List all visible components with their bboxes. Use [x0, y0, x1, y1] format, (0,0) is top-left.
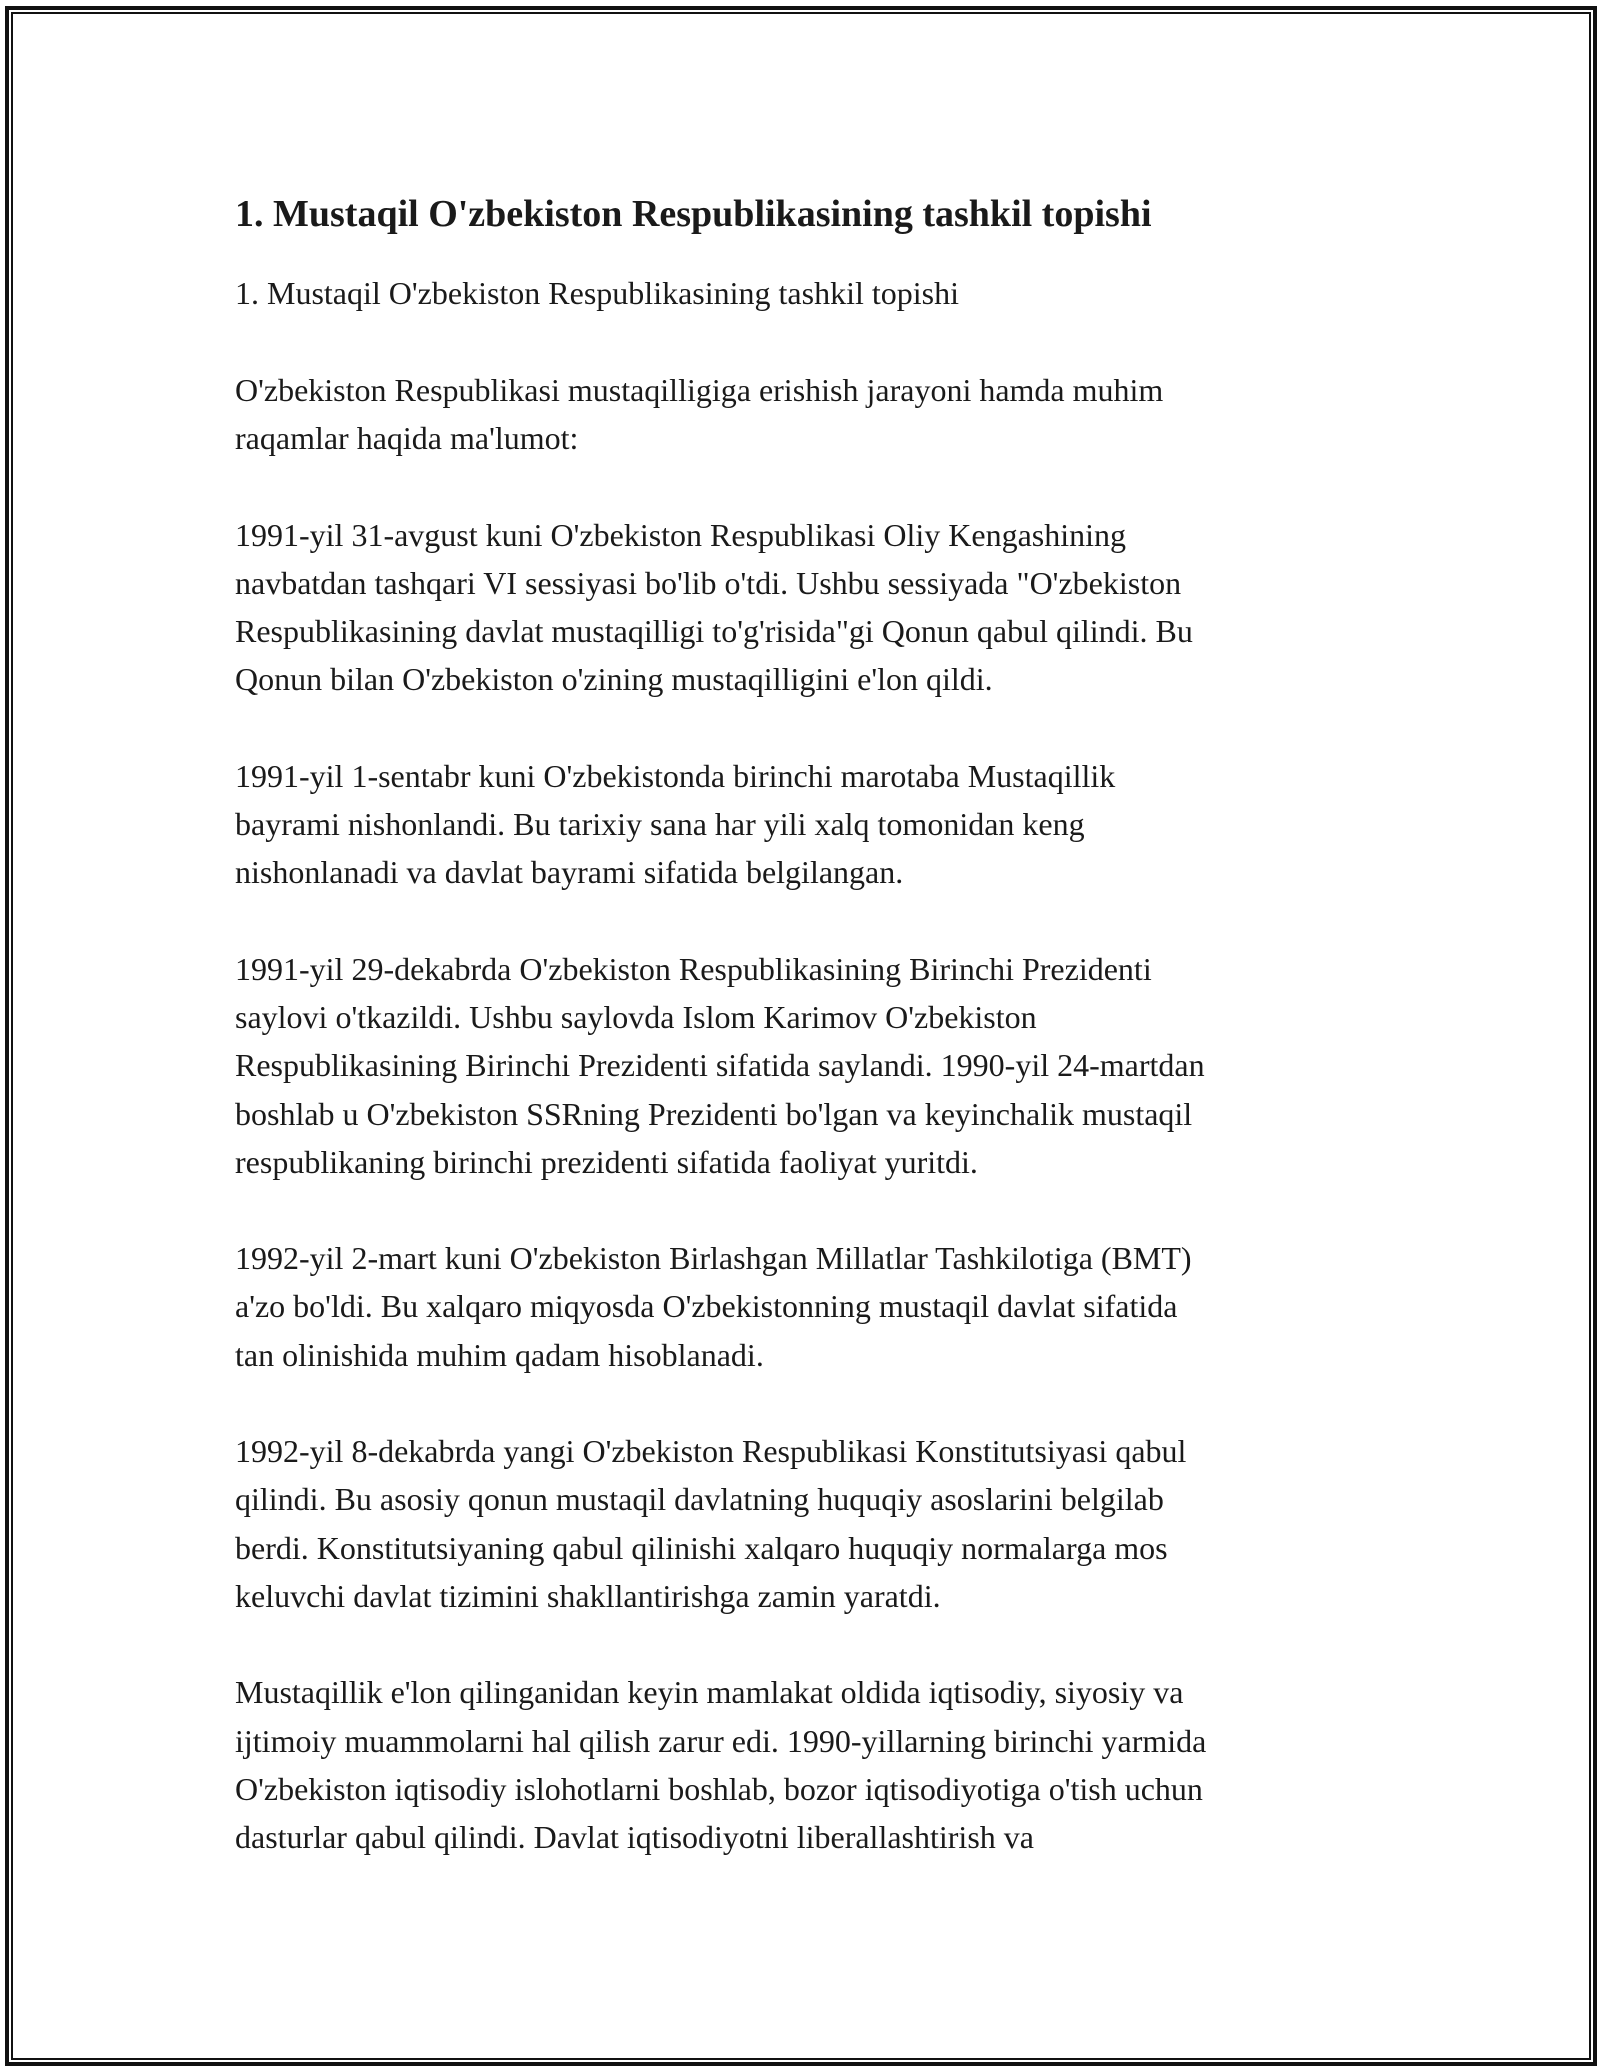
paragraph-line: O'zbekiston Respublikasi mustaqilligiga erishish jarayoni hamda muhim	[235, 372, 1164, 408]
paragraph-line: Mustaqillik e'lon qilinganidan keyin mamlakat oldida iqtisodiy, siyosiy va	[235, 1674, 1184, 1711]
paragraph-line: berdi. Konstitutsiyaning qabul qilinishi xalqaro huquqiy normalarga mos	[235, 1529, 1168, 1566]
paragraph-line: boshlab u O'zbekiston SSRning Prezidenti bo'lgan va keyinchalik mustaqil	[235, 1095, 1193, 1132]
paragraph-line: respublikaning birinchi prezidenti sifatida faoliyat yuritdi.	[235, 1143, 978, 1180]
document-heading: 1. Mustaqil O'zbekiston Respublikasining tashkil topishi	[235, 193, 1152, 235]
document-body	[235, 184, 1365, 1909]
paragraph-intro	[235, 366, 1365, 463]
paragraph-line: tan olinishida muhim qadam hisoblanadi.	[235, 1336, 764, 1373]
paragraph-line: Respublikasining Birinchi Prezidenti sifatida saylandi. 1990-yil 24-martdan	[235, 1047, 1205, 1084]
paragraph-presidential-election	[235, 945, 1365, 1186]
paragraph-line: ijtimoiy muammolarni hal qilish zarur edi. 1990-yillarning birinchi yarmida	[235, 1722, 1207, 1759]
paragraph-independence-law	[235, 511, 1365, 704]
paragraph-line: 1992-yil 8-dekabrda yangi O'zbekiston Respublikasi Konstitutsiyasi qabul	[235, 1433, 1187, 1470]
paragraph-line: saylovi o'tkazildi. Ushbu saylovda Islom Karimov O'zbekiston	[235, 998, 1037, 1035]
paragraph-line: keluvchi davlat tizimini shakllantirishga zamin yaratdi.	[235, 1577, 941, 1614]
paragraph-un-membership	[235, 1234, 1365, 1379]
paragraph-line: navbatdan tashqari VI sessiyasi bo'lib o'tdi. Ushbu sessiyada "O'zbekiston	[235, 564, 1182, 601]
paragraph-line: nishonlanadi va davlat bayrami sifatida belgilangan.	[235, 854, 904, 891]
paragraph-line: a'zo bo'ldi. Bu xalqaro miqyosda O'zbekistonning mustaqil davlat sifatida	[235, 1288, 1178, 1325]
paragraph-line: 1991-yil 1-sentabr kuni O'zbekistonda birinchi marotaba Mustaqillik	[235, 757, 1116, 794]
paragraph-line: O'zbekiston iqtisodiy islohotlarni boshlab, bozor iqtisodiyotiga o'tish uchun	[235, 1770, 1203, 1807]
paragraph-line: raqamlar haqida ma'lumot:	[235, 420, 579, 457]
paragraph-line: Qonun bilan O'zbekiston o'zining mustaqilligini e'lon qildi.	[235, 661, 993, 698]
paragraph-economic-reforms	[235, 1668, 1365, 1861]
paragraph-constitution	[235, 1427, 1365, 1620]
paragraph-line: 1991-yil 31-avgust kuni O'zbekiston Respublikasi Oliy Kengashining	[235, 516, 1127, 553]
paragraph-line: Respublikasining davlat mustaqilligi to'g'risida"gi Qonun qabul qilindi. Bu	[235, 613, 1193, 650]
paragraph-line: bayrami nishonlandi. Bu tarixiy sana har yili xalq tomonidan keng	[235, 806, 1085, 843]
paragraph-line: 1992-yil 2-mart kuni O'zbekiston Birlashgan Millatlar Tashkilotiga (BMT)	[235, 1240, 1192, 1277]
paragraph-line: dasturlar qabul qilindi. Davlat iqtisodiyotni liberallashtirish va	[235, 1819, 1034, 1856]
paragraph-line: qilindi. Bu asosiy qonun mustaqil davlatning huquqiy asoslarini belgilab	[235, 1481, 1164, 1518]
paragraph-independence-day	[235, 752, 1365, 897]
document-subtitle: 1. Mustaqil O'zbekiston Respublikasining tashkil topishi	[235, 275, 959, 311]
paragraph-line: 1991-yil 29-dekabrda O'zbekiston Respublikasining Birinchi Prezidenti	[235, 950, 1152, 987]
